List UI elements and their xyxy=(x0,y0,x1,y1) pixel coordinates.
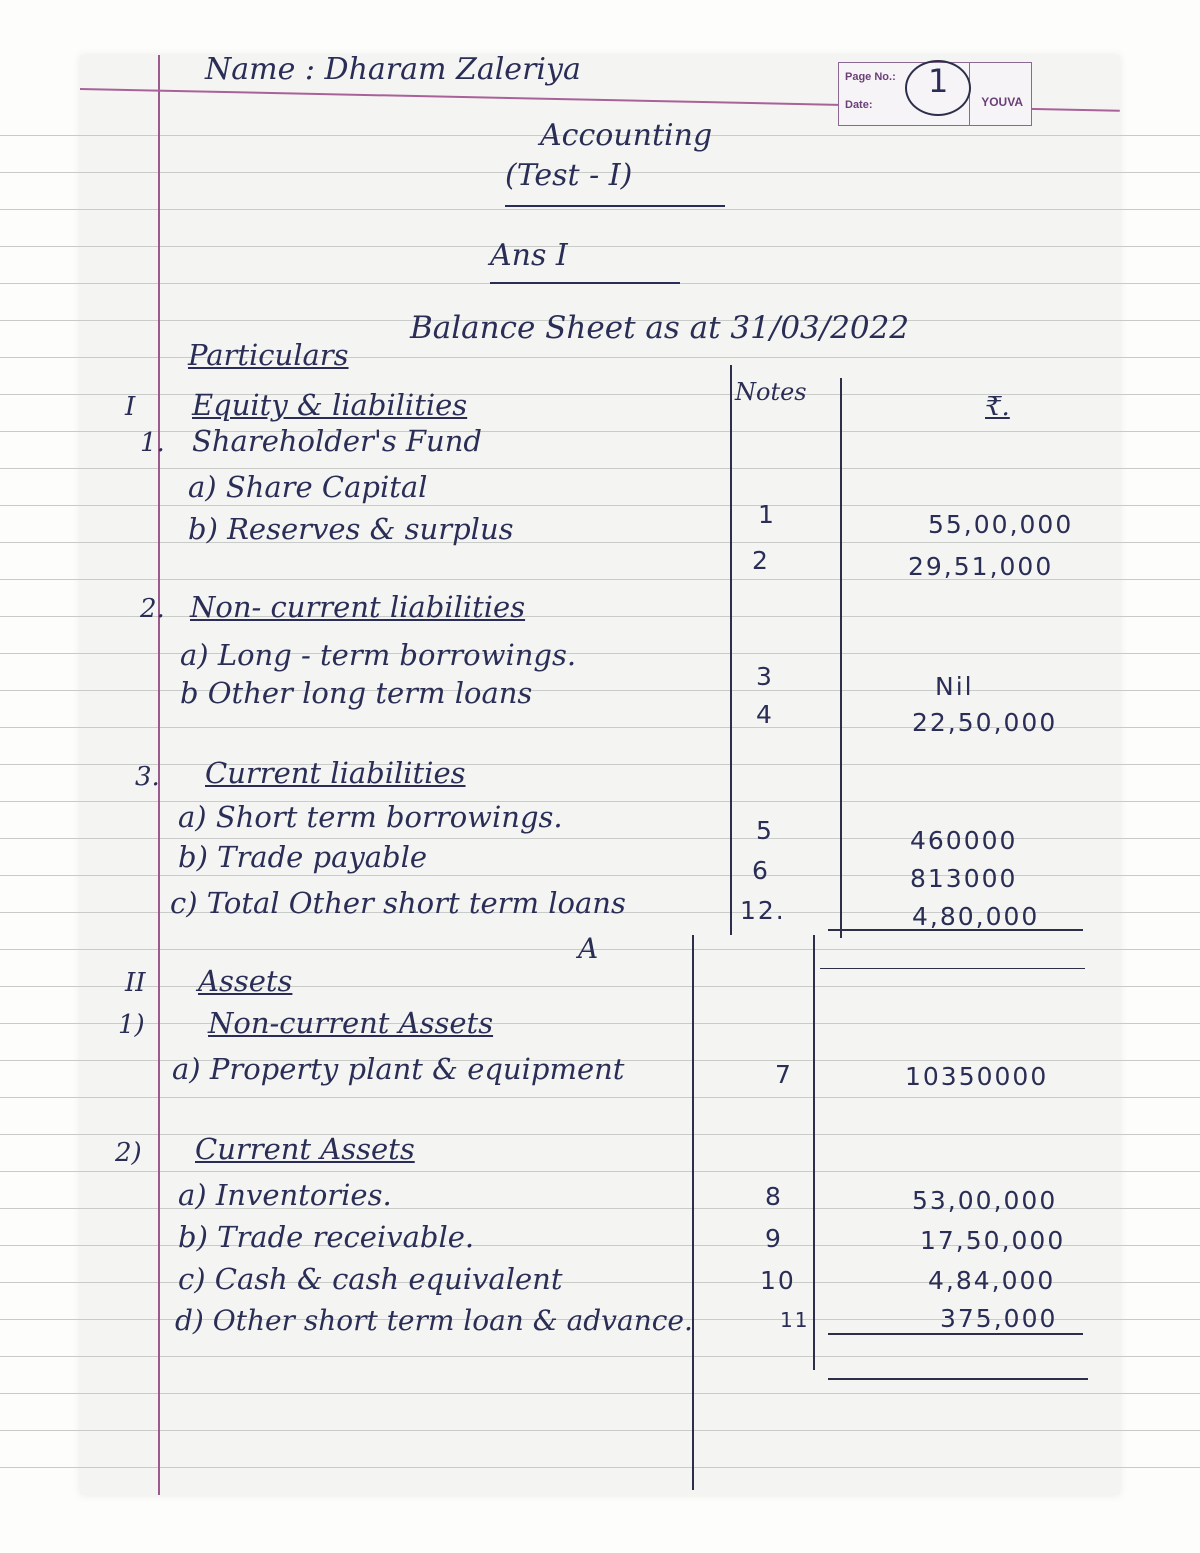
group-3-title: Current liabilities xyxy=(205,756,466,790)
total-a-rule-bottom xyxy=(820,968,1085,969)
particulars-header: Particulars xyxy=(188,338,349,372)
assets-group-1-title: Non-current Assets xyxy=(208,1006,494,1040)
assets-group-2-number: 2) xyxy=(115,1138,142,1168)
reserves-note: 2 xyxy=(752,546,770,575)
student-name: Name : Dharam Zaleriya xyxy=(205,52,581,87)
cash-equivalent-amount: 4,84,000 xyxy=(928,1266,1056,1295)
other-short-term-loans-note: 12. xyxy=(740,896,786,925)
group-1-title: Shareholder's Fund xyxy=(192,424,482,458)
section-i-title: Equity & liabilities xyxy=(192,388,468,422)
inventories-note: 8 xyxy=(765,1182,783,1211)
section-ii-title: Assets xyxy=(198,964,293,998)
other-short-term-advance-note: 11 xyxy=(780,1308,810,1332)
long-term-borrowings-label: a) Long - term borrowings. xyxy=(180,638,577,672)
ppe-note: 7 xyxy=(775,1060,793,1089)
other-short-term-loans-label: c) Total Other short term loans xyxy=(170,886,626,920)
share-capital-note: 1 xyxy=(758,500,776,529)
long-term-borrowings-amount: Nil xyxy=(935,672,974,701)
subject-title: Accounting xyxy=(540,118,713,153)
reserves-label: b) Reserves & surplus xyxy=(188,512,514,546)
other-short-term-advance-label: d) Other short term loan & advance. xyxy=(175,1304,693,1337)
test-title: (Test - I) xyxy=(505,158,633,193)
group-1-number: 1. xyxy=(140,428,165,458)
trade-receivable-amount: 17,50,000 xyxy=(920,1226,1066,1255)
assets-notes-right-border xyxy=(813,935,815,1370)
other-long-term-loans-label: b Other long term loans xyxy=(180,676,533,710)
other-short-term-loans-amount: 4,80,000 xyxy=(912,902,1040,931)
total-b-rule-bottom xyxy=(828,1378,1088,1380)
trade-payable-note: 6 xyxy=(752,856,770,885)
total-b-rule-top xyxy=(828,1333,1083,1335)
assets-group-1-number: 1) xyxy=(118,1010,145,1040)
other-short-term-advance-amount: 375,000 xyxy=(940,1304,1058,1333)
notes-header: Notes xyxy=(735,378,807,406)
sheet-title: Balance Sheet as at 31/03/2022 xyxy=(410,310,910,346)
inventories-label: a) Inventories. xyxy=(178,1178,392,1212)
ppe-amount: 10350000 xyxy=(905,1062,1049,1091)
trade-receivable-label: b) Trade receivable. xyxy=(178,1220,475,1254)
trade-receivable-note: 9 xyxy=(765,1224,783,1253)
test-underline xyxy=(505,205,725,207)
total-a-label: A xyxy=(578,932,599,965)
cash-equivalent-note: 10 xyxy=(760,1266,796,1295)
other-long-term-loans-note: 4 xyxy=(756,700,774,729)
inventories-amount: 53,00,000 xyxy=(912,1186,1058,1215)
brand-logo: YOUVA xyxy=(981,95,1023,109)
other-long-term-loans-amount: 22,50,000 xyxy=(912,708,1058,737)
notes-left-border xyxy=(730,365,732,935)
short-term-borrowings-amount: 460000 xyxy=(910,826,1018,855)
short-term-borrowings-label: a) Short term borrowings. xyxy=(178,800,563,834)
section-i-roman: I xyxy=(125,392,136,422)
answer-heading: Ans I xyxy=(490,238,568,273)
reserves-amount: 29,51,000 xyxy=(908,552,1054,581)
trade-payable-label: b) Trade payable xyxy=(178,840,428,874)
short-term-borrowings-note: 5 xyxy=(756,816,774,845)
ppe-label: a) Property plant & equipment xyxy=(172,1052,625,1086)
long-term-borrowings-note: 3 xyxy=(756,662,774,691)
share-capital-label: a) Share Capital xyxy=(188,470,428,504)
share-capital-amount: 55,00,000 xyxy=(928,510,1074,539)
assets-notes-left-border xyxy=(692,935,694,1490)
notes-right-border xyxy=(840,378,842,938)
trade-payable-amount: 813000 xyxy=(910,864,1018,893)
group-2-number: 2. xyxy=(140,594,165,624)
amount-header: ₹. xyxy=(985,392,1010,422)
date-label: Date: xyxy=(845,99,873,111)
group-3-number: 3. xyxy=(135,762,160,792)
answer-underline xyxy=(490,282,680,284)
section-ii-roman: II xyxy=(125,968,146,998)
cash-equivalent-label: c) Cash & cash equivalent xyxy=(178,1262,563,1296)
assets-group-2-title: Current Assets xyxy=(195,1132,415,1166)
page-number: 1 xyxy=(928,62,949,100)
page-no-label: Page No.: xyxy=(845,71,896,83)
group-2-title: Non- current liabilities xyxy=(190,590,526,624)
